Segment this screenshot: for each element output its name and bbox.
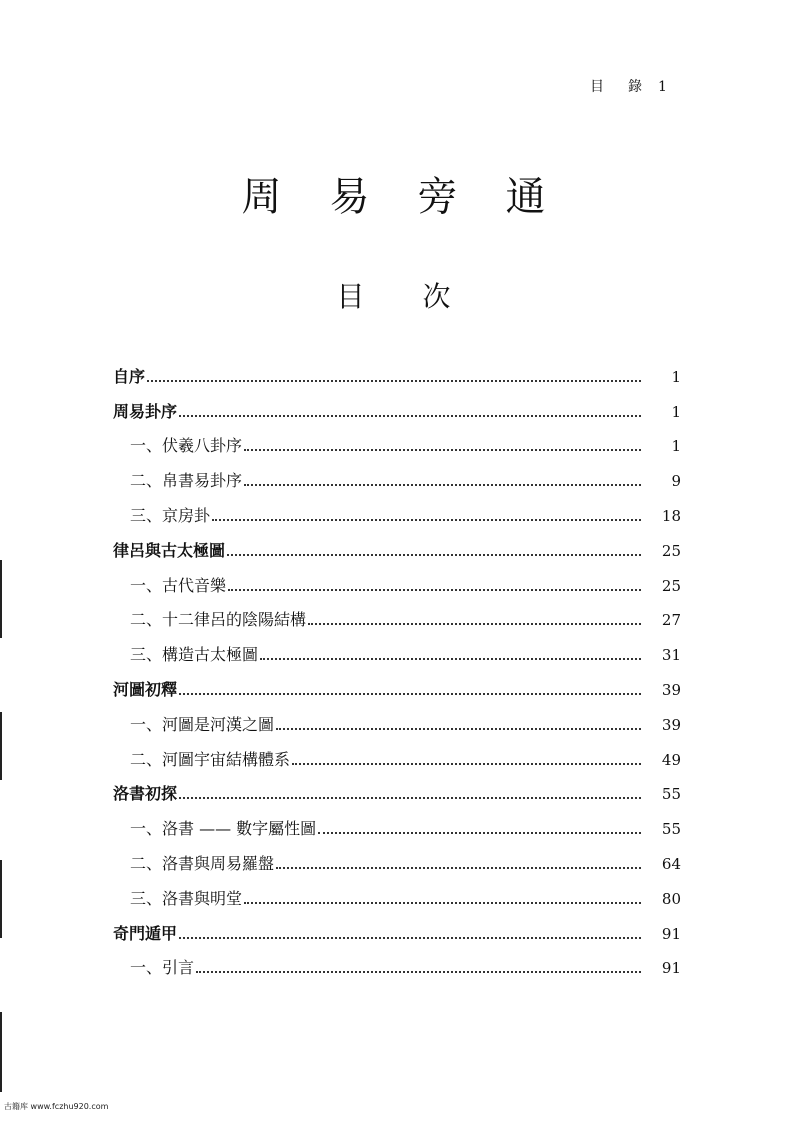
toc-entry-label: 二、河圖宇宙結構體系 [130,749,291,769]
table-of-contents [113,352,681,978]
toc-chapter-entry[interactable] [113,909,681,944]
toc-chapter-entry[interactable] [113,526,681,561]
toc-entry-page-number: 39 [661,680,681,699]
toc-entry-page-number: 55 [661,820,681,839]
toc-chapter-entry[interactable] [113,665,681,700]
toc-dot-leader [147,379,641,382]
toc-entry-label: 三、構造古太極圖 [130,645,259,665]
toc-dot-leader [276,727,641,730]
toc-entry-page-number: 27 [661,611,681,630]
toc-chapter-entry[interactable] [113,352,681,387]
toc-entry-page-number: 64 [661,854,681,873]
toc-dot-leader [244,483,641,486]
toc-entry-page-number: 31 [661,646,681,665]
running-header [590,76,667,96]
toc-section-entry[interactable] [113,596,681,631]
toc-entry-page-number: 39 [661,715,681,734]
toc-section-entry[interactable] [113,561,681,596]
toc-dot-leader [292,762,641,765]
toc-entry-page-number: 1 [671,437,681,456]
toc-entry-page-number: 91 [661,924,681,943]
toc-section-entry[interactable] [113,630,681,665]
toc-section-entry[interactable] [113,839,681,874]
toc-entry-label: 洛書初探 [113,784,178,804]
toc-dot-leader [179,414,641,417]
toc-chapter-entry[interactable] [113,387,681,422]
toc-entry-page-number: 49 [661,750,681,769]
toc-section-entry[interactable] [113,700,681,735]
toc-entry-page-number: 9 [671,472,681,491]
toc-entry-label: 三、京房卦 [130,505,211,525]
running-header-section: 目 [590,79,604,95]
toc-heading: 目次 [336,280,509,313]
book-title: 周易旁通 [241,174,594,220]
toc-dot-leader [318,831,641,834]
toc-dot-leader [244,448,641,451]
toc-dot-leader [179,936,641,939]
toc-dot-leader [227,553,641,556]
toc-entry-label: 三、洛書與明堂 [130,888,243,908]
toc-dot-leader [260,657,641,660]
toc-entry-label: 一、伏羲八卦序 [130,436,243,456]
toc-dot-leader [179,692,641,695]
toc-entry-label: 律呂與古太極圖 [113,540,226,560]
toc-entry-label: 奇門遁甲 [113,923,178,943]
toc-entry-page-number: 91 [661,959,681,978]
toc-dot-leader [196,970,641,973]
toc-entry-label: 河圖初釋 [113,679,178,699]
toc-section-entry[interactable] [113,944,681,979]
scan-edge-mark [0,1012,2,1092]
toc-section-entry[interactable] [113,422,681,457]
toc-dot-leader [244,901,641,904]
toc-dot-leader [212,518,641,521]
toc-section-entry[interactable] [113,804,681,839]
toc-entry-label: 一、引言 [130,958,195,978]
toc-dot-leader [228,588,641,591]
toc-entry-page-number: 55 [661,785,681,804]
toc-dot-leader [179,796,641,799]
toc-entry-page-number: 80 [661,889,681,908]
scan-edge-mark [0,560,2,638]
toc-chapter-entry[interactable] [113,770,681,805]
watermark-footer: 古籍库 www.fczhu920.com [4,1102,109,1111]
toc-section-entry[interactable] [113,874,681,909]
toc-entry-label: 周易卦序 [113,401,178,421]
toc-entry-page-number: 1 [671,367,681,386]
toc-entry-page-number: 25 [661,541,681,560]
toc-entry-page-number: 25 [661,576,681,595]
scan-edge-mark [0,712,2,780]
toc-entry-label: 一、洛書 —— 數字屬性圖 [130,819,317,839]
running-header-label: 錄 [628,79,642,95]
toc-dot-leader [308,622,641,625]
toc-section-entry[interactable] [113,491,681,526]
toc-section-entry[interactable] [113,456,681,491]
toc-entry-label: 一、古代音樂 [130,575,227,595]
toc-entry-label: 二、洛書與周易羅盤 [130,853,275,873]
toc-entry-page-number: 18 [661,506,681,525]
toc-entry-label: 二、十二律呂的陰陽結構 [130,610,307,630]
toc-entry-label: 二、帛書易卦序 [130,471,243,491]
toc-entry-label: 一、河圖是河漢之圖 [130,714,275,734]
scan-edge-mark [0,860,2,938]
toc-section-entry[interactable] [113,735,681,770]
toc-entry-page-number: 1 [671,402,681,421]
toc-dot-leader [276,866,641,869]
running-header-page-number: 1 [658,79,667,95]
toc-entry-label: 自序 [113,366,146,386]
